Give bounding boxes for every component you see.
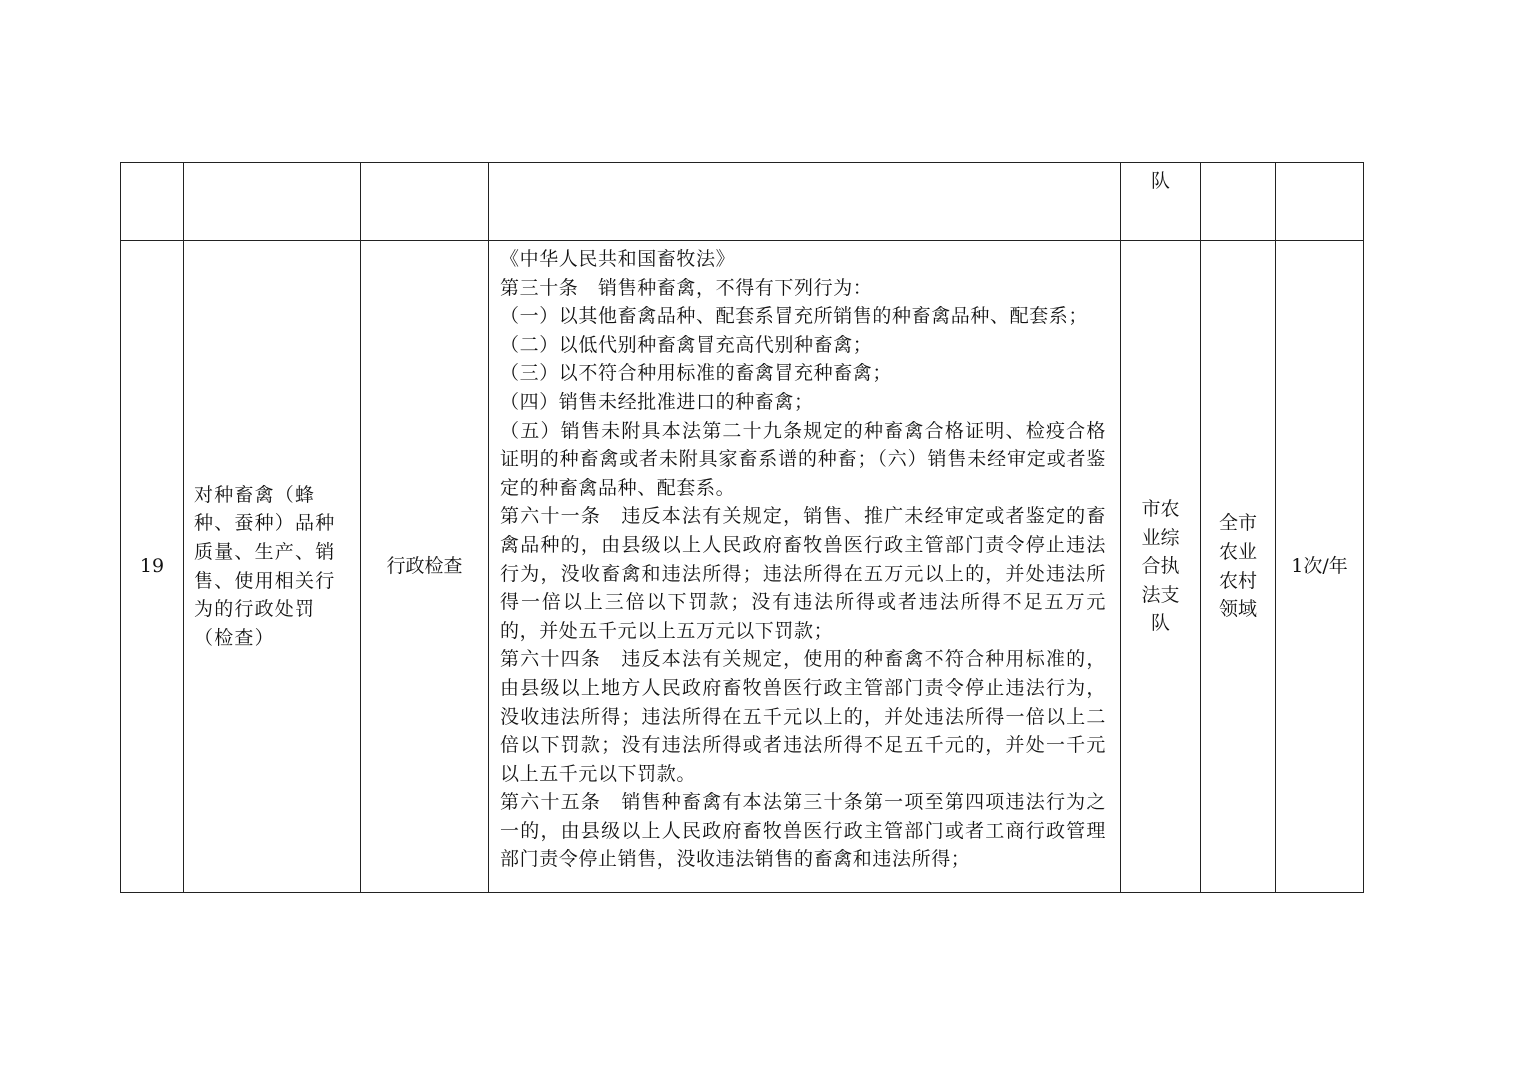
department-text: 市农业综合执法支队 [1141,498,1180,635]
legal-article-30: 第三十条 销售种畜禽，不得有下列行为： [500,276,873,299]
scope-text: 全市农业农村领域 [1218,512,1257,621]
dept-tail-text: 队 [1150,170,1170,192]
cell-type-empty [361,163,489,241]
cell-item-empty [184,163,361,241]
legal-article-65: 第六十五条 销售种畜禽有本法第三十条第一项至第四项违法行为之一的，由县级以上人民政府畜牧兽医行政主管部门或者工商行政管理部门责令停止销售，没收违法销售的畜禽和违法所得； [500,791,1106,871]
check-type-text: 行政检查 [386,555,463,578]
legal-clause-4: （四）销售未经批准进口的种畜禽； [500,390,814,413]
cell-dept-continuation [1121,163,1201,241]
cell-number-empty [121,163,184,241]
cell-scope [1201,241,1276,893]
continuation-row [121,163,1364,241]
legal-clause-1: （一）以其他畜禽品种、配套系冒充所销售的种畜禽品种、配套系； [500,305,1089,328]
cell-legal-empty [489,163,1121,241]
cell-frequency [1276,241,1364,893]
cell-legal-basis [489,241,1121,893]
inspection-table [120,162,1364,893]
cell-item [184,241,361,893]
item-text: 对种畜禽（蜂种、蚕种）品种质量、生产、销售、使用相关行为的行政处罚（检查） [194,483,336,649]
cell-scope-empty [1201,163,1276,241]
cell-department [1121,241,1201,893]
legal-clause-5-6: （五）销售未附具本法第二十九条规定的种畜禽合格证明、检疫合格证明的种畜禽或者未附具家畜系谱的种畜；（六）销售未经审定或者鉴定的种畜禽品种、配套系。 [500,419,1106,499]
frequency-text: 1次/年 [1291,555,1348,578]
cell-frequency-empty [1276,163,1364,241]
cell-check-type [361,241,489,893]
legal-clause-2: （二）以低代别种畜禽冒充高代别种畜禽； [500,333,873,356]
legal-law-title: 《中华人民共和国畜牧法》 [500,248,736,270]
row-number: 19 [139,555,165,578]
cell-number [121,241,184,893]
table-row [121,241,1364,893]
legal-clause-3: （三）以不符合种用标准的畜禽冒充种畜禽； [500,362,893,385]
legal-article-61: 第六十一条 违反本法有关规定，销售、推广未经审定或者鉴定的畜禽品种的，由县级以上人民政府畜牧兽医行政主管部门责令停止违法行为，没收畜禽和违法所得；违法所得在五万元以上的，并处违法所得一倍以上三倍以下罚款；没有违法所得或者违法所得不足五万元的，并处五千元以上五万元以下罚款； [500,505,1106,642]
legal-article-64: 第六十四条 违反本法有关规定，使用的种畜禽不符合种用标准的，由县级以上地方人民政府畜牧兽医行政主管部门责令停止违法行为，没收违法所得；违法所得在五千元以上的，并处违法所得一倍以上二倍以下罚款；没有违法所得或者违法所得不足五千元的，并处一千元以上五千元以下罚款。 [500,648,1106,785]
